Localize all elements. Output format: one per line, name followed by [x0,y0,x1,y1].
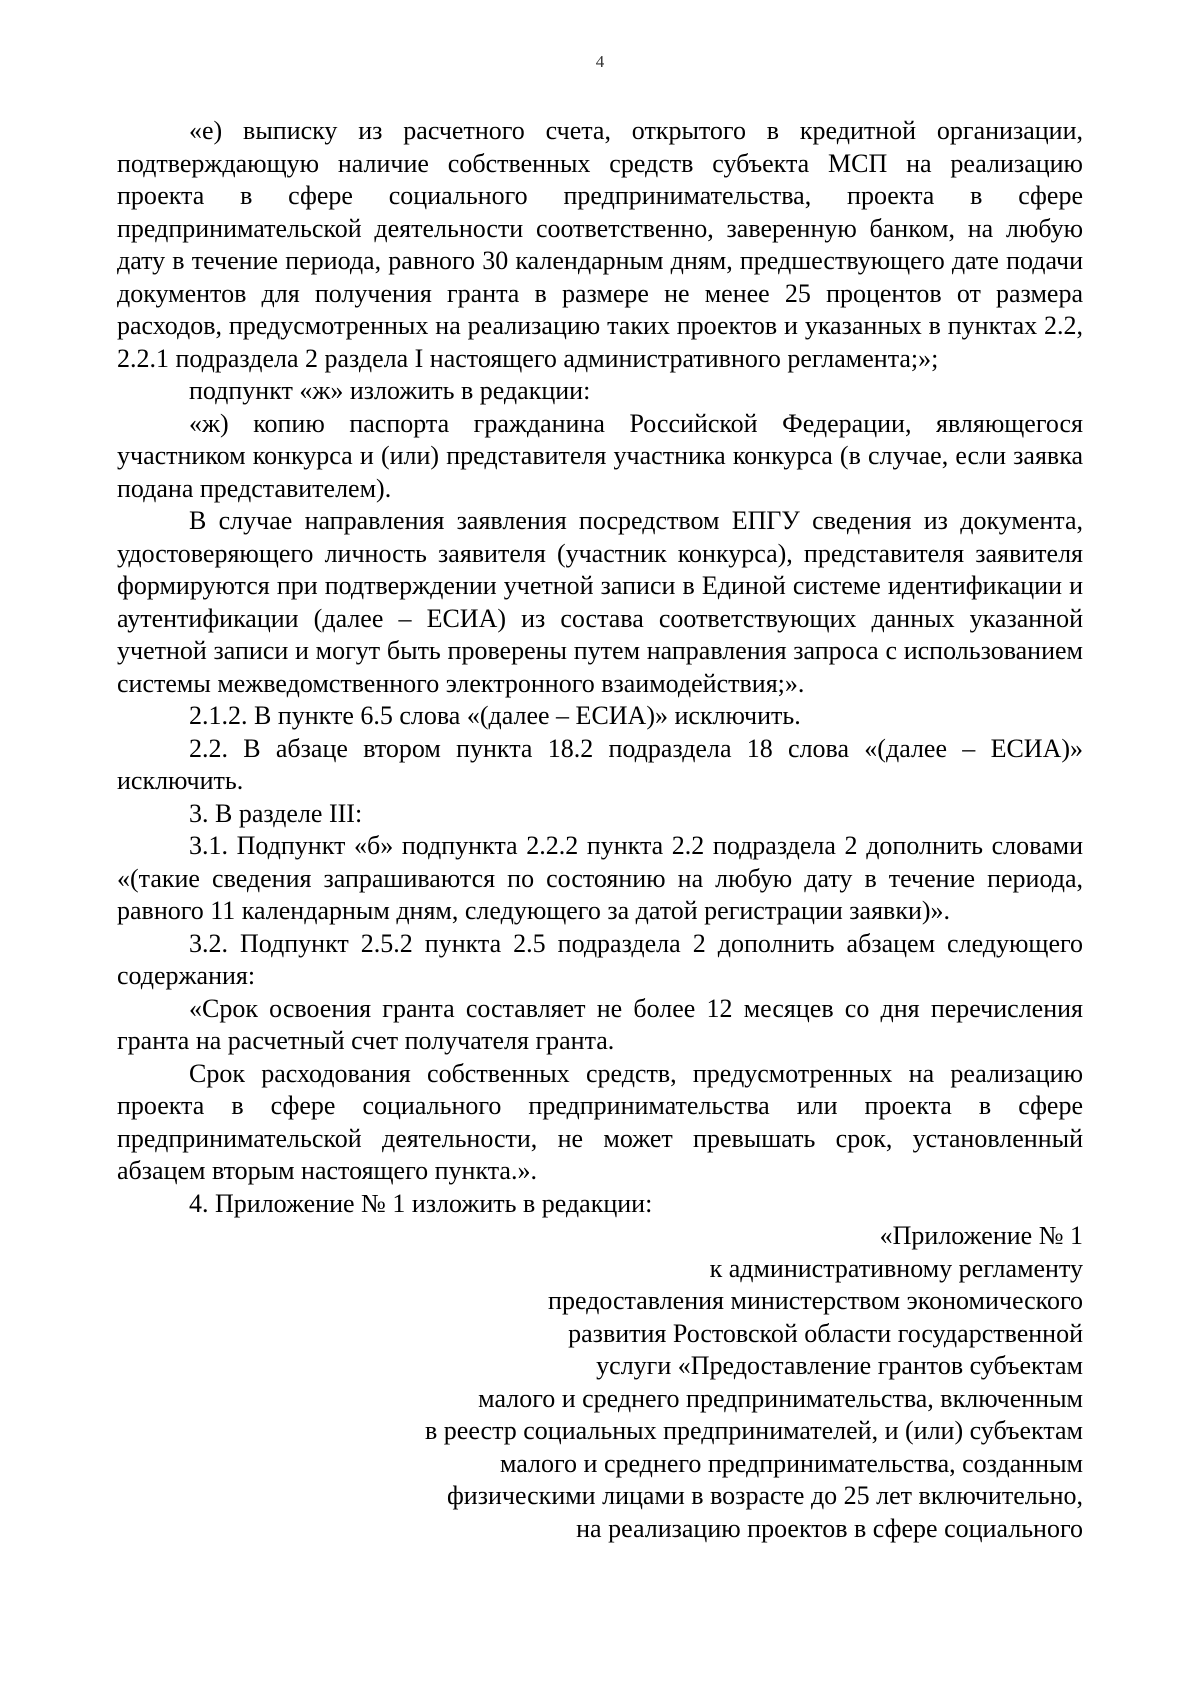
appendix-heading [117,1220,1083,1545]
appendix-line: на реализацию проектов в сфере социального [576,1513,1083,1543]
paragraph-4: 4. Приложение № 1 изложить в редакции: [189,1188,653,1218]
appendix-line: услуги «Предоставление грантов субъектам [596,1351,1083,1380]
paragraph-2-1-2: 2.1.2. В пункте 6.5 слова «(далее – ЕСИА)» исключить. [189,701,801,730]
appendix-line: в реестр социальных предпринимателей, и (или) субъектам [425,1416,1083,1445]
paragraph-own-funds: Срок расходования собственных средств, предусмотренных на реализацию проекта в сфере социального предпринимательства или проекта в сфере предпринимательской деятельности, не может превышать срок, установленный абзацем вторым настоящего пункта.». [117,1058,1083,1185]
appendix-line: к административному регламенту [709,1253,1083,1283]
paragraph-zh: «ж) копию паспорта гражданина Российской Федерации, являющегося участником конкурса и (или) представителя участника конкурса (в случае, если заявка подана представителем). [117,408,1083,503]
appendix-line: малого и среднего предпринимательства, включенным [478,1383,1083,1413]
paragraph-2-2: 2.2. В абзаце втором пункта 18.2 подраздела 18 слова «(далее – ЕСИА)» исключить. [117,733,1083,795]
paragraph-subpoint-zh: подпункт «ж» изложить в редакции: [189,376,591,405]
paragraph-grant-term: «Срок освоения гранта составляет не более 12 месяцев со дня перечисления гранта на расчетный счет получателя гранта. [117,993,1083,1055]
document-body [117,115,1083,1545]
page-number: 4 [595,52,605,71]
appendix-line: предоставления министерством экономического [548,1286,1083,1315]
paragraph-epgu: В случае направления заявления посредством ЕПГУ сведения из документа, удостоверяющего личность заявителя (участник конкурса), представителя заявителя формируются при подтверждении учетной записи в Единой системе идентификации и аутентификации (далее – ЕСИА) из состава соответствующих данных указанной учетной записи и могут быть проверены путем направления запроса с использованием системы межведомственного электронного взаимодействия;». [117,506,1083,698]
appendix-line: малого и среднего предпринимательства, созданным [500,1448,1083,1478]
paragraph-e: «е) выписку из расчетного счета, открытого в кредитной организации, подтверждающую наличие собственных средств субъекта МСП на реализацию проекта в сфере социального предпринимательства, проекта в сфере предпринимательской деятельности соответственно, заверенную банком, на любую дату в течение периода, равного 30 календарным дням, предшествующего дате подачи документов для получения гранта в размере не менее 25 процентов от размера расходов, предусмотренных на реализацию таких проектов и указанных в пунктах 2.2, 2.2.1 подраздела 2 раздела I настоящего административного регламента;»; [117,116,1083,373]
paragraph-3-1: 3.1. Подпункт «б» подпункта 2.2.2 пункта 2.2 подраздела 2 дополнить словами «(такие сведения запрашиваются по состоянию на любую дату в течение периода, равного 11 календарным дням, следующего за датой регистрации заявки)». [117,831,1083,925]
paragraph-3: 3. В разделе III: [189,798,363,828]
paragraph-3-2: 3.2. Подпункт 2.5.2 пункта 2.5 подраздела 2 дополнить абзацем следующего содержания: [117,928,1083,990]
appendix-line: физическими лицами в возрасте до 25 лет включительно, [446,1481,1083,1510]
appendix-line: развития Ростовской области государственной [568,1318,1083,1348]
appendix-line: «Приложение № 1 [879,1221,1083,1250]
